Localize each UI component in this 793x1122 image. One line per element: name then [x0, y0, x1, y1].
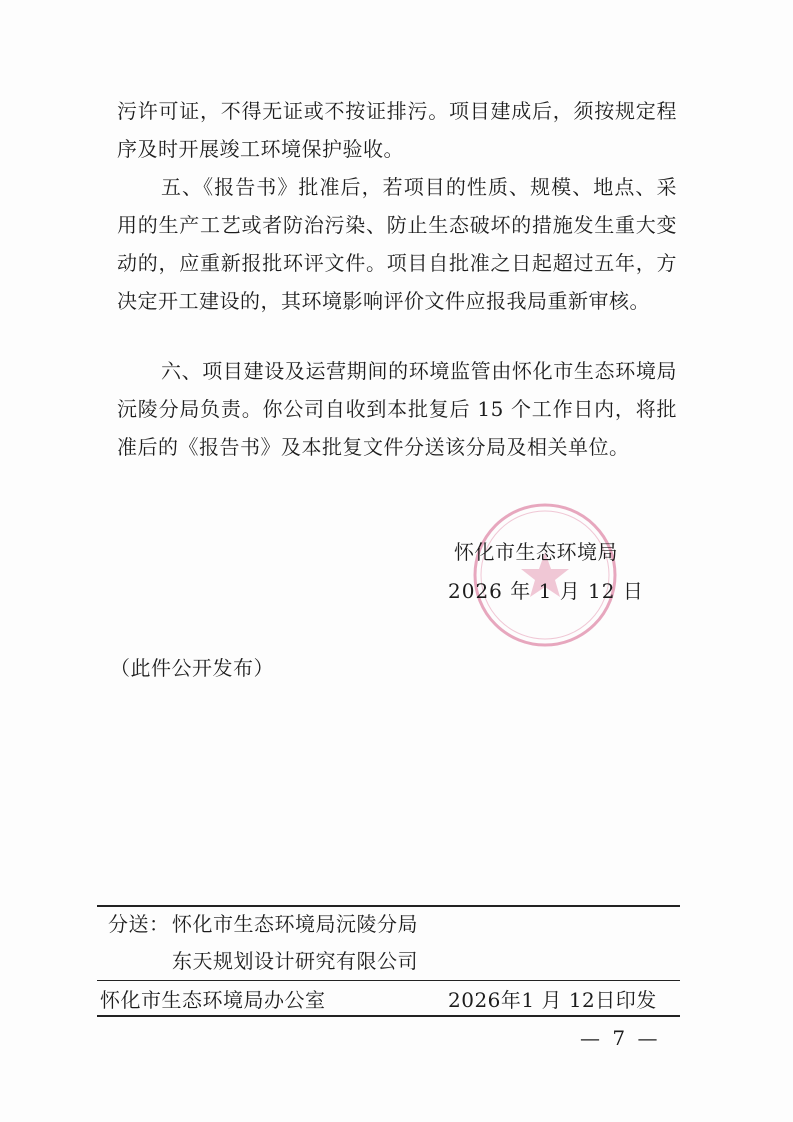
footer-bottom-rule	[97, 1015, 680, 1017]
signature-organization: 怀化市生态环境局	[454, 540, 618, 564]
body-paragraph-continued: 污许可证，不得无证或不按证排污。项目建成后，须按规定程序及时开展竣工环境保护验收。	[117, 99, 677, 161]
cc-recipient: 怀化市生态环境局沅陵分局	[172, 912, 418, 936]
public-release-note: （此件公开发布）	[110, 656, 274, 680]
page-number: — 7 —	[580, 1026, 661, 1050]
issue-date: 2026年1 月 12日印发	[448, 988, 657, 1012]
body-paragraph-6: 六、项目建设及运营期间的环境监管由怀化市生态环境局沅陵分局负责。你公司自收到本批复后 15 个工作日内，将批准后的《报告书》及本批复文件分送该分局及相关单位。	[117, 359, 677, 459]
footer-top-rule	[97, 905, 680, 907]
footer-middle-rule	[97, 980, 680, 981]
issuing-office: 怀化市生态环境局办公室	[100, 988, 326, 1012]
cc-label: 分送：	[108, 912, 170, 936]
body-paragraph-5: 五、《报告书》批准后，若项目的性质、规模、地点、采用的生产工艺或者防治污染、防止生态破坏的措施发生重大变动的，应重新报批环评文件。项目自批准之日起超过五年，方决定开工建设的，其环境影响评价文件应报我局重新审核。	[117, 175, 677, 313]
signature-date: 2026 年 1 月 12 日	[448, 579, 644, 603]
cc-recipient: 东天规划设计研究有限公司	[172, 949, 418, 973]
